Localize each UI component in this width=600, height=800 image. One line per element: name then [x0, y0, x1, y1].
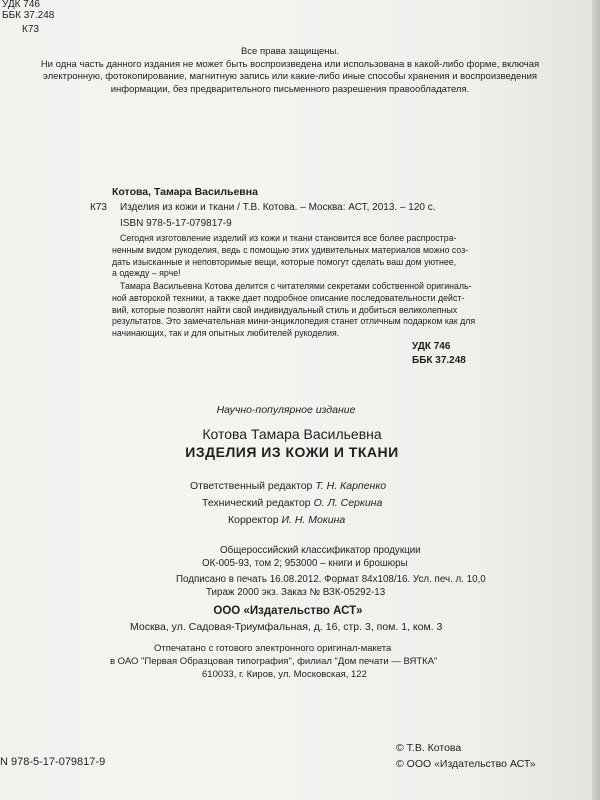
catalog-bbk: ББК 37.248 [412, 355, 466, 366]
copyright-publisher: © ООО «Издательство АСТ» [396, 758, 536, 770]
annotation-line: а одежду – ярче! [112, 268, 181, 279]
annotation-paragraph-2 [112, 281, 487, 340]
top-bbk: ББК 37.248 [2, 10, 55, 21]
footer-isbn: N 978-5-17-079817-9 [0, 756, 106, 768]
corrector-label: Корректор [228, 514, 279, 526]
annotation-line: начинающих, так и для опытных любителей рукоделия. [112, 328, 340, 339]
rights-block [10, 46, 570, 96]
classifier-line-1: Общероссийский классификатор продукции [220, 545, 421, 556]
annotation-line: вий, которые позволят найти свой индивидуальный стиль и добиться великолепных [112, 304, 458, 315]
rights-line: информации, без предварительного письменного разрешения правообладателя. [110, 83, 470, 95]
catalog-udk: УДК 746 [412, 341, 451, 352]
catalog-title-line: Изделия из кожи и ткани / Т.В. Котова. – Москва: АСТ, 2013. – 120 с. [120, 202, 436, 213]
corrector-line [228, 514, 345, 526]
tech-editor-line [202, 497, 382, 509]
editor-line [190, 480, 386, 492]
top-code: К73 [22, 24, 39, 35]
annotation-line: Тамара Васильевна Котова делится с читателями секретами собственной оригиналь- [120, 281, 472, 291]
tech-editor-name: О. Л. Серкина [313, 497, 383, 509]
publisher-address: Москва, ул. Садовая-Триумфальная, д. 16, стр. 3, пом. 1, ком. 3 [130, 621, 443, 633]
rights-title: Все права защищены. [240, 46, 340, 57]
rights-line: электронную, фотокопирование, магнитную запись или какие-либо иные способы хранения и воспроизведения [42, 71, 538, 82]
catalog-author: Котова, Тамара Васильевна [112, 186, 258, 198]
printed-line-3: 610033, г. Киров, ул. Московская, 122 [202, 669, 367, 680]
corrector-name: И. Н. Мокина [281, 514, 346, 526]
editor-label: Ответственный редактор [190, 480, 313, 492]
rights-line: Ни одна часть данного издания не может быть воспроизведена или использована в какой-либо форме, включая [40, 58, 540, 70]
annotation-line: Сегодня изготовление изделий из кожи и ткани становится все более распростра- [120, 233, 457, 243]
copyright-author: © Т.В. Котова [396, 742, 462, 754]
signed-line: Подписано в печать 16.08.2012. Формат 84x108/16. Усл. печ. л. 10,0 [176, 574, 486, 585]
annotation-paragraph-1 [112, 233, 487, 280]
printed-line-1: Отпечатано с готового электронного оригинал-макета [154, 643, 392, 654]
annotation-line: результатов. Это замечательная мини-энциклопедия станет отличным подарком как для [112, 316, 476, 327]
catalog-isbn: ISBN 978-5-17-079817-9 [120, 218, 232, 229]
catalog-code: К73 [90, 202, 107, 213]
publisher: ООО «Издательство АСТ» [213, 605, 363, 617]
imprint-title: ИЗДЕЛИЯ ИЗ КОЖИ И ТКАНИ [185, 444, 399, 460]
classifier-line-2: ОК-005-93, том 2; 953000 – книги и брошюры [202, 558, 408, 569]
page-edge [592, 0, 600, 800]
annotation-line: ной авторской техники, а также дает подробное описание последовательности дейст- [112, 292, 465, 303]
genre: Научно-популярное издание [216, 404, 356, 416]
tech-editor-label: Технический редактор [202, 497, 311, 509]
editor-name: Т. Н. Карпенко [315, 480, 387, 492]
printed-line-2: в ОАО "Первая Образцовая типография", филиал "Дом печати — ВЯТКА" [110, 656, 438, 667]
top-udk: УДК 746 [2, 0, 40, 10]
annotation-line: дать изысканные и неповторимые вещи, которые помогут сделать ваш дом уютнее, [112, 256, 457, 267]
annotation-line: ненным видом рукоделия, ведь с помощью этих удивительных материалов можно соз- [112, 244, 469, 255]
imprint-author: Котова Тамара Васильевна [202, 426, 382, 442]
print-run-line: Тираж 2000 экз. Заказ № ВЗК-05292-13 [206, 587, 386, 598]
